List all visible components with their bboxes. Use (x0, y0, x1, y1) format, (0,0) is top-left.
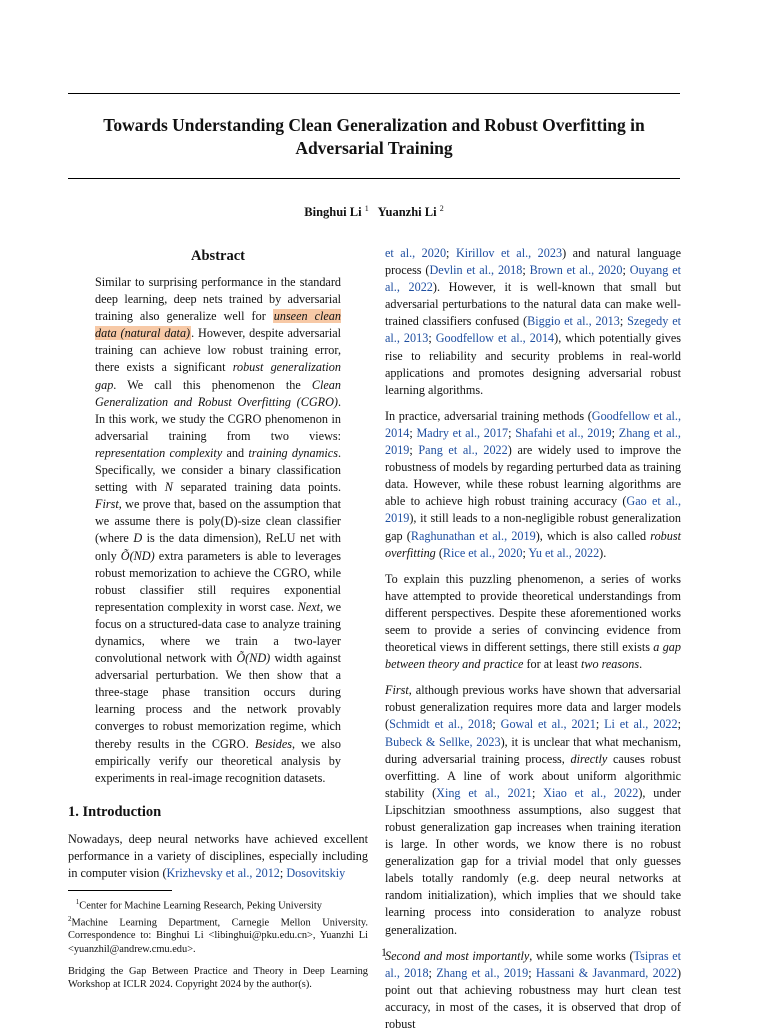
text-run: ; (611, 425, 619, 440)
text-run: separated training data points. (172, 480, 342, 495)
emphasis: First (385, 683, 409, 698)
text-run: Nowadays, deep neural networks have achieved excellent performance in a variety of disciplines, especially including in computer vision ( (68, 831, 368, 880)
text-run: . (639, 657, 643, 672)
citation-link[interactable]: Madry et al., 2017 (416, 425, 509, 440)
highlighted-phrase: unseen clean data (natural data) (95, 309, 341, 341)
citation-link[interactable]: et al., 2020 (385, 246, 447, 260)
footnote-mark: 1 (75, 898, 80, 907)
emphasis: two reasons (580, 657, 640, 672)
emphasis: representation complexity (95, 445, 223, 460)
citation-link[interactable]: Yu et al., 2022 (528, 545, 600, 560)
title-bottom-rule (68, 178, 680, 179)
abstract-text (95, 274, 341, 787)
citation-link[interactable]: Raghunathan et al., 2019 (410, 528, 536, 543)
text-run: ; (619, 314, 628, 329)
author-affiliation-mark: 1 (364, 204, 369, 213)
emphasis: Second and most importantly (385, 948, 530, 963)
text-run: ; (622, 263, 630, 278)
paragraph (385, 948, 681, 1033)
paragraph (385, 408, 681, 562)
citation-link[interactable]: Biggio et al., 2013 (527, 314, 620, 329)
text-run: ; (428, 331, 436, 346)
citation-link[interactable]: Zhang et al., 2019 (436, 965, 529, 980)
text-run: causes robust overfitting. A line of work about uniform algorithmic stability ( (385, 751, 681, 800)
text-run: . However, despite adversarial training can achieve low robust training error, there exists a significant (95, 326, 341, 375)
text-run: ; (531, 785, 544, 800)
text-run: , we also empirically verify our theoretical analysis by experiments in real-image recognition datasets. (95, 736, 341, 785)
text-run: is the data dimension), ReLU net with only (95, 531, 341, 563)
text-run: . Specifically, we consider a binary classification setting with (95, 445, 341, 495)
math: Õ(ND) (120, 548, 155, 563)
intro-paragraph (68, 831, 368, 882)
top-rule (68, 93, 680, 94)
text-run: ). However, it is well-known that small but adversarial perturbations to the natural data can make well-trained classifiers confused ( (385, 280, 681, 329)
citation-link[interactable]: Kirillov et al., 2023 (455, 246, 563, 260)
text-run: ), which is also called (535, 528, 651, 543)
text-run: ( (435, 545, 443, 560)
citation-link[interactable]: Devlin et al., 2018 (429, 263, 523, 278)
text-run: ; (528, 965, 536, 980)
paper-title (68, 114, 680, 160)
text-run: and (222, 445, 249, 460)
text-run: In practice, adversarial training methods ( (385, 408, 592, 423)
math: poly(D) (198, 514, 238, 529)
author-affiliation-mark: 2 (439, 204, 444, 213)
text-run: ; (446, 246, 456, 260)
text-run: , while some works ( (529, 948, 634, 963)
text-run: . We call this phenomenon the (113, 377, 312, 392)
citation-link[interactable]: Hassani & Javanmard, 2022 (535, 965, 677, 980)
citation-link[interactable]: Bubeck & Sellke, 2023 (385, 734, 501, 749)
text-run: ), it still leads to a non-negligible robust generalization gap ( (385, 511, 681, 543)
citation-link[interactable]: Goodfellow et al., 2014 (385, 408, 682, 440)
text-run: , we prove that, based on the assumption that we assume there is (95, 497, 341, 529)
citation-link[interactable]: Schmidt et al., 2018 (389, 717, 493, 732)
emphasis: robust generalization gap (95, 360, 341, 392)
citation-link[interactable]: Pang et al., 2022 (418, 443, 508, 458)
text-run: ) are widely used to improve the robustness of models by regarding perturbed data as training data. However, while these robust learning algorithms are able to achieve high robust training accuracy ( (385, 443, 681, 509)
text-run: ; (522, 263, 530, 278)
text-run: ; (492, 717, 501, 732)
text-run: ; (677, 717, 681, 732)
author-name: Binghui Li (304, 205, 362, 220)
citation-link[interactable]: Ouyang et al., 2022 (385, 263, 681, 295)
text-run: , although previous works have shown that adversarial robust generalization requires more data and larger models ( (385, 683, 681, 732)
citation-link[interactable]: Brown et al., 2020 (529, 263, 623, 278)
citation-link[interactable]: Goodfellow et al., 2014 (435, 331, 555, 346)
emphasis: training dynamics (248, 445, 338, 460)
right-column (385, 245, 681, 1033)
citation-link[interactable]: Dosovitskiy (286, 866, 346, 880)
text-run: ; (595, 717, 605, 732)
text-run: ; (508, 425, 516, 440)
title-line-1: Towards Understanding Clean Generalization and Robust Overfitting in (103, 115, 645, 135)
text-run: ), it is unclear that what mechanism, during adversarial training process, (385, 734, 682, 766)
citation-link[interactable]: Szegedy et al., 2013 (385, 314, 681, 346)
paragraph (385, 245, 681, 399)
text-run: ) and natural language process ( (385, 246, 682, 278)
citation-link[interactable]: Gao et al., 2019 (385, 494, 681, 526)
text-run: ; (409, 425, 417, 440)
footnote-text: Machine Learning Department, Carnegie Mellon University. Correspondence to: Binghui Li <libinghui@pku.edu.cn>, Yuanzhi Li <yuanzhil@andrew.cmu.edu>. (68, 917, 368, 955)
math: N (164, 480, 173, 495)
citation-link[interactable]: Xiao et al., 2022 (543, 785, 639, 800)
footnote-rule (68, 890, 172, 891)
citation-link[interactable]: Zhang et al., 2019 (385, 425, 681, 458)
text-run: for at least (523, 657, 581, 672)
title-line-2: Adversarial Training (295, 138, 453, 158)
text-run: ). (599, 545, 607, 560)
text-run: width against adversarial perturbation. We then show that a three-stage phase transition occurs during learning process and the network provably converges to robust memorization regime, which thereby results in the CGRO. (95, 651, 341, 751)
text-run: ; (409, 443, 419, 458)
text-run: ; (522, 545, 529, 560)
text-run: ; (428, 965, 437, 980)
citation-link[interactable]: Xing et al., 2021 (436, 785, 532, 800)
text-run: . In this work, we study the CGRO phenomenon in adversarial training from two views: (95, 394, 341, 443)
text-run: ), under Lipschitzian smoothness assumptions, also suggest that robust generalization gap increases when training iteration is large. In other words, we know there is no robust generalization gap for a trivial model that only guesses labels totally randomly (e.g. deep neural networks at random initialization), which implies that we should take learning process into consideration to analyze robust generalization. (385, 785, 681, 937)
text-run: ) point out that achieving robustness may hurt clean test accuracy, in most of the cases, it is observed that drop of robust (385, 965, 682, 1032)
author-list (68, 204, 680, 220)
citation-link[interactable]: Rice et al., 2020 (442, 545, 523, 560)
introduction-heading: 1. Introduction (68, 803, 162, 820)
citation-link[interactable]: Gowal et al., 2021 (500, 717, 596, 732)
citation-link[interactable]: Shafahi et al., 2019 (515, 425, 612, 440)
text-run: Similar to surprising performance in the standard deep learning, deep nets trained by adversarial training also generalize well for (95, 275, 341, 324)
abstract-heading: Abstract (191, 248, 245, 264)
paragraph (385, 682, 681, 938)
footnote-workshop: Bridging the Gap Between Practice and Theory in Deep Learning Workshop at ICLR 2024. Copyright 2024 by the author(s). (68, 965, 368, 991)
text-run: , we focus on a structured-data case to analyze training dynamics, where we train a two-layer convolutional network with (95, 599, 341, 666)
emphasis: Besides (254, 736, 293, 751)
text-run: ), which potentially gives rise to reliability and security problems in real-world applications and promotes designing adversarial robust learning algorithms. (385, 331, 682, 397)
paragraph (385, 571, 681, 674)
emphasis: Clean Generalization and Robust Overfitting (CGRO) (95, 377, 341, 409)
citation-link[interactable]: Krizhevsky et al., 2012 (166, 866, 280, 880)
citation-link[interactable]: Tsipras et al., 2018 (385, 948, 682, 980)
footnote-mark: 2 (68, 914, 72, 923)
math: Õ(ND) (236, 651, 271, 666)
emphasis: directly (570, 751, 608, 766)
text-run: -size clean classifier (where (95, 514, 341, 546)
emphasis: robust overfitting (385, 528, 681, 560)
emphasis: First (95, 497, 119, 512)
text-run: extra parameters is able to leverages robust memorization to achieve the CGRO, while robust classifier still requires exponential representation complexity in worst case. (95, 548, 342, 614)
page-number: 1 (381, 945, 387, 959)
emphasis: a gap between theory and practice (385, 640, 681, 672)
text-run: To explain this puzzling phenomenon, a series of works have attempted to provide theoretical understandings from different perspectives. Despite these aforementioned works seem to provide a series of convincing evidence from theoretical views in different settings, there still exists (385, 571, 681, 655)
emphasis: Next (297, 599, 321, 614)
footnote-text: Center for Machine Learning Research, Peking University (79, 900, 322, 912)
text-run: ; (279, 866, 287, 880)
author-name: Yuanzhi Li (377, 205, 437, 220)
citation-link[interactable]: Li et al., 2022 (604, 717, 678, 732)
math: D (133, 531, 143, 546)
left-column (68, 248, 368, 991)
